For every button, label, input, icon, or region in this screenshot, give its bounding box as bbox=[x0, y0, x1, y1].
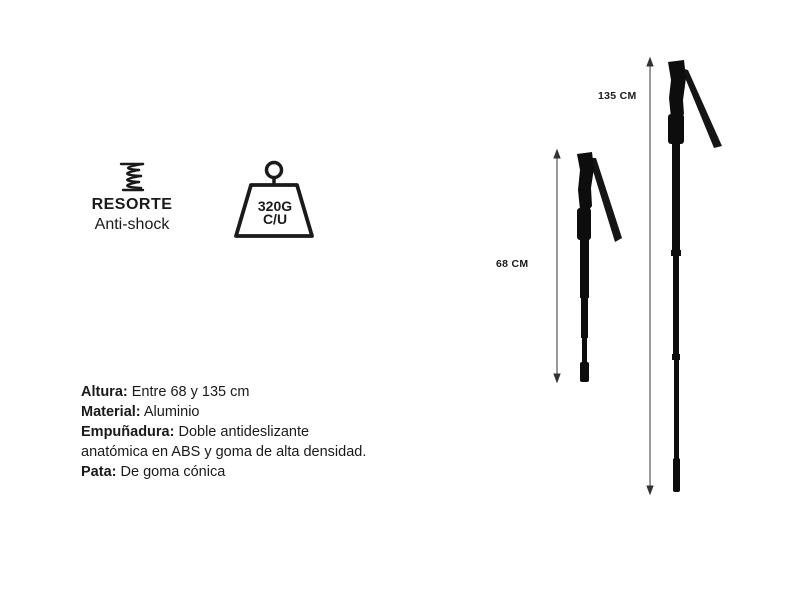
weight-unit: C/U bbox=[262, 211, 288, 227]
collapsed-pole bbox=[577, 152, 622, 382]
spec-label: Pata: bbox=[81, 464, 117, 480]
spec-label: Empuñadura: bbox=[81, 424, 175, 440]
spec-value: Entre 68 y 135 cm bbox=[131, 384, 250, 400]
spec-label: Material: bbox=[81, 404, 141, 420]
spring-title: RESORTE bbox=[91, 196, 173, 213]
weight-value: 320G bbox=[257, 198, 293, 214]
spring-subtitle: Anti-shock bbox=[94, 216, 170, 233]
dimension-line-collapsed bbox=[554, 150, 560, 382]
dimension-label-collapsed: 68 CM bbox=[496, 258, 529, 270]
spec-value: Doble antideslizante bbox=[178, 424, 310, 440]
extended-pole bbox=[668, 60, 722, 492]
spec-value: anatómica en ABS y goma de alta densidad. bbox=[81, 444, 367, 460]
dimension-line-extended bbox=[647, 58, 653, 494]
spec-value: De goma cónica bbox=[120, 464, 226, 480]
spec-label: Altura: bbox=[81, 384, 128, 400]
dimension-label-extended: 135 CM bbox=[598, 90, 637, 102]
spec-value: Aluminio bbox=[143, 404, 200, 420]
